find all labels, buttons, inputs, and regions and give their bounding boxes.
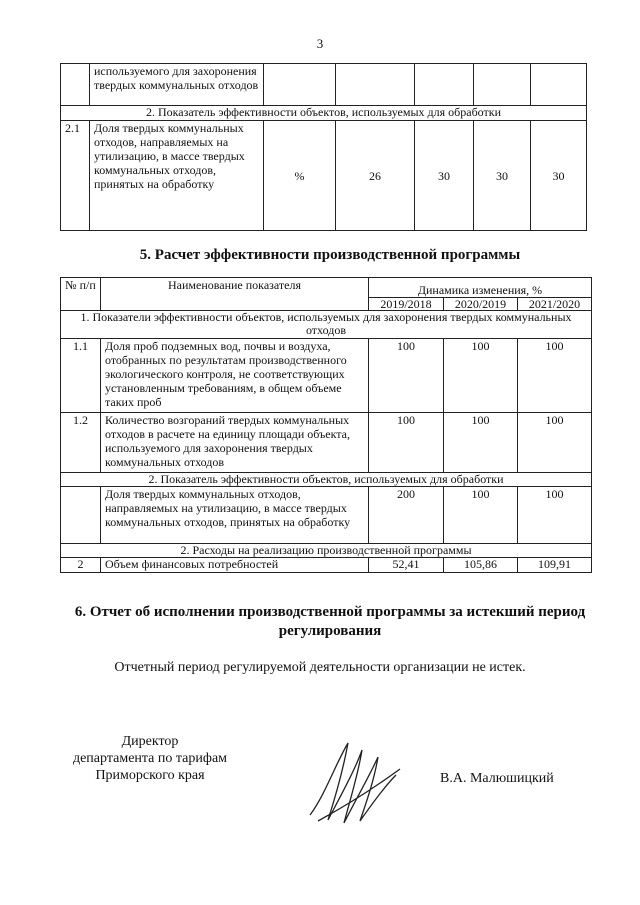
row-number: 1.1 (61, 339, 101, 413)
row-value: 100 (518, 487, 592, 544)
table-row (61, 558, 592, 573)
position-line: Приморского края (95, 768, 205, 783)
row-name: Доля твердых коммунальных отходов, направляемых на утилизацию, в массе твердых коммунальных отходов, принятых на обработку (90, 121, 264, 231)
row-value: 100 (444, 339, 518, 413)
row-number: 2 (61, 558, 101, 573)
row-number: 2.1 (61, 121, 90, 231)
calc-table (60, 277, 592, 573)
row-number (61, 487, 101, 544)
dynamics-header: Динамика изменения, % (369, 278, 592, 298)
year-header: 2021/2020 (518, 298, 592, 311)
row-value: 100 (369, 413, 444, 473)
handwritten-signature (300, 735, 410, 830)
table-row (61, 339, 592, 413)
row-value: 52,41 (369, 558, 444, 573)
year-header: 2020/2019 (444, 298, 518, 311)
table-row (61, 121, 587, 231)
row-name: Объем финансовых потребностей (101, 558, 369, 573)
row-name: Доля проб подземных вод, почвы и воздуха, отобранных по результатам производственного экологического контроля, не соответствующих установленным требованиям, в общем объеме таких проб (101, 339, 369, 413)
section6-title: 6. Отчет об исполнении производственной программы за истекший период регулирования (74, 604, 586, 639)
row-value: 109,91 (518, 558, 592, 573)
row-name: используемого для захоронения твердых коммунальных отходов (90, 64, 264, 106)
section-row (61, 106, 587, 121)
top-table (60, 63, 587, 231)
row-value: 100 (444, 487, 518, 544)
row-value: 26 (336, 121, 415, 231)
signature-stroke (310, 743, 400, 823)
table-row (61, 413, 592, 473)
row-name: Количество возгораний твердых коммунальных отходов в расчете на единицу площади объекта, используемого для захоронения твердых коммунальных отходов (101, 413, 369, 473)
row-value: 100 (444, 413, 518, 473)
num-header: № п/п (61, 278, 101, 311)
section-title: 2. Показатель эффективности объектов, используемых для обработки (61, 473, 592, 487)
row-value: 30 (474, 121, 531, 231)
section-title: 2. Показатель эффективности объектов, используемых для обработки (61, 106, 587, 121)
year-header: 2019/2018 (369, 298, 444, 311)
signatory-name: В.А. Малюшицкий (440, 771, 554, 786)
signatory-position (55, 733, 245, 784)
row-value: 100 (369, 339, 444, 413)
row-value: 100 (518, 339, 592, 413)
row-number: 1.2 (61, 413, 101, 473)
position-line: Директор (121, 734, 179, 749)
row-value: 30 (415, 121, 474, 231)
page-number: 3 (316, 36, 324, 51)
section-title: 1. Показатели эффективности объектов, используемых для захоронения твердых коммунальных отходов (61, 311, 592, 339)
section5-title: 5. Расчет эффективности производственной программы (139, 247, 521, 263)
row-value: 105,86 (444, 558, 518, 573)
section6-text: Отчетный период регулируемой деятельности организации не истек. (114, 660, 526, 675)
row-name: Доля твердых коммунальных отходов, направляемых на утилизацию, в массе твердых коммунальных отходов, принятых на обработку (101, 487, 369, 544)
row-value: 100 (518, 413, 592, 473)
section-title: 2. Расходы на реализацию производственной программы (61, 544, 592, 558)
name-header: Наименование показателя (101, 278, 369, 311)
row-value: 200 (369, 487, 444, 544)
table-row (61, 64, 587, 106)
position-line: департамента по тарифам (72, 751, 228, 766)
table-row (61, 487, 592, 544)
row-unit: % (264, 121, 336, 231)
row-value: 30 (531, 121, 587, 231)
